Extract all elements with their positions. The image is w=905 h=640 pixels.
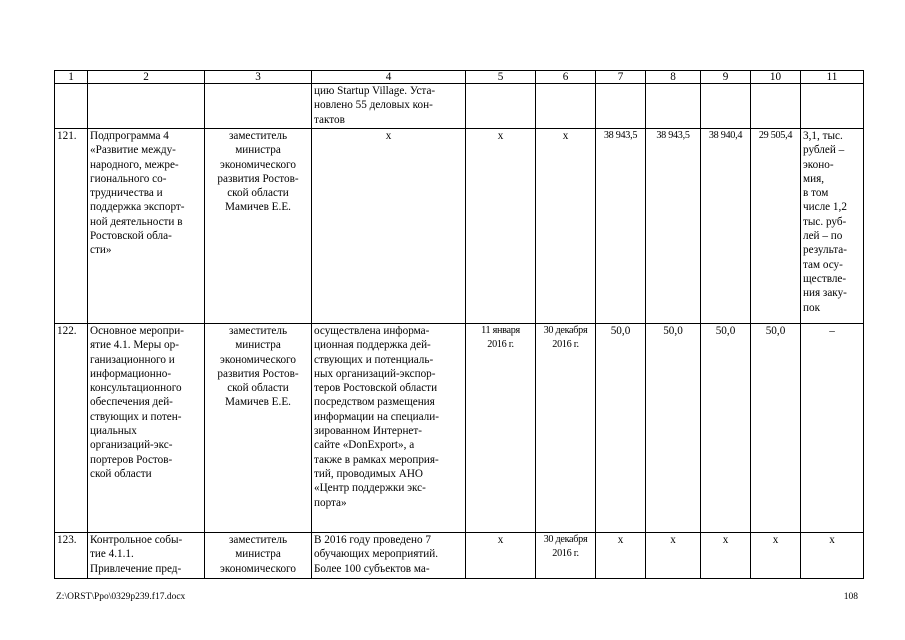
value-col10: 29 505,4 [751,129,801,324]
value-col7: 38 943,5 [596,129,646,324]
value-col9: x [701,533,751,579]
value-col10 [751,84,801,129]
row-number: 121. [55,129,88,324]
column-header: 5 [466,71,536,84]
page-number: 108 [843,592,858,602]
activity-name: Основное меропри- ятие 4.1. Меры ор- ганизационного и информационно- консультационного обеспечения дей- ствующих и потен- циальных организаций-экс- портеров Ростов- ской области [88,324,205,533]
value-col7: 50,0 [596,324,646,533]
row-number [55,84,88,129]
column-header: 6 [536,71,596,84]
row-number: 123. [55,533,88,579]
value-col8: 38 943,5 [646,129,701,324]
column-header: 10 [751,71,801,84]
table-row [55,324,864,533]
value-col9: 38 940,4 [701,129,751,324]
start-date [466,84,536,129]
table-header-row [55,71,864,84]
note: – [801,324,864,533]
activity-name: Контрольное собы- тие 4.1.1. Привлечение пред- [88,533,205,579]
value-col8 [646,84,701,129]
column-header: 4 [312,71,466,84]
start-date: x [466,533,536,579]
responsible-person: заместитель министра экономического развития Ростов- ской области Мамичев Е.Е. [205,324,312,533]
end-date: 30 декабря 2016 г. [536,533,596,579]
end-date: 30 декабря 2016 г. [536,324,596,533]
table-row [55,129,864,324]
column-header: 2 [88,71,205,84]
report-table [54,70,864,579]
column-header: 8 [646,71,701,84]
result-description: осуществлена информа- ционная поддержка дей- ствующих и потенциаль- ных организаций-экспор- теров Ростовской области посредством размещения информации на специали- зированном Интернет- сайте «DonExport», а также в рамках мероприя- тий, проводимых АНО «Центр поддержки экс- порта» [312,324,466,533]
value-col9 [701,84,751,129]
row-number: 122. [55,324,88,533]
table-row [55,84,864,129]
responsible-person: заместитель министра экономического [205,533,312,579]
start-date: x [466,129,536,324]
column-header: 1 [55,71,88,84]
file-path: Z:\ORST\Ppo\0329p239.f17.docx [56,592,186,602]
column-header: 11 [801,71,864,84]
responsible-person [205,84,312,129]
column-header: 9 [701,71,751,84]
value-col9: 50,0 [701,324,751,533]
activity-name [88,84,205,129]
end-date: x [536,129,596,324]
value-col8: 50,0 [646,324,701,533]
value-col7: x [596,533,646,579]
activity-name: Подпрограмма 4 «Развитие между- народного, межре- гионального со- трудничества и поддержка экспорт- ной деятельности в Ростовской обла- сти» [88,129,205,324]
note [801,84,864,129]
start-date: 11 января 2016 г. [466,324,536,533]
value-col10: x [751,533,801,579]
value-col7 [596,84,646,129]
result-description: цию Startup Village. Уста- новлено 55 деловых кон- тактов [312,84,466,129]
end-date [536,84,596,129]
note: 3,1, тыс. рублей – эконо- мия, в том числе 1,2 тыс. руб- лей – по результа- там осу- ществле- ния заку- пок [801,129,864,324]
value-col10: 50,0 [751,324,801,533]
result-description: В 2016 году проведено 7 обучающих мероприятий. Более 100 субъектов ма- [312,533,466,579]
note: x [801,533,864,579]
table-row [55,533,864,579]
value-col8: x [646,533,701,579]
column-header: 7 [596,71,646,84]
responsible-person: заместитель министра экономического развития Ростов- ской области Мамичев Е.Е. [205,129,312,324]
result-description: x [312,129,466,324]
column-header: 3 [205,71,312,84]
